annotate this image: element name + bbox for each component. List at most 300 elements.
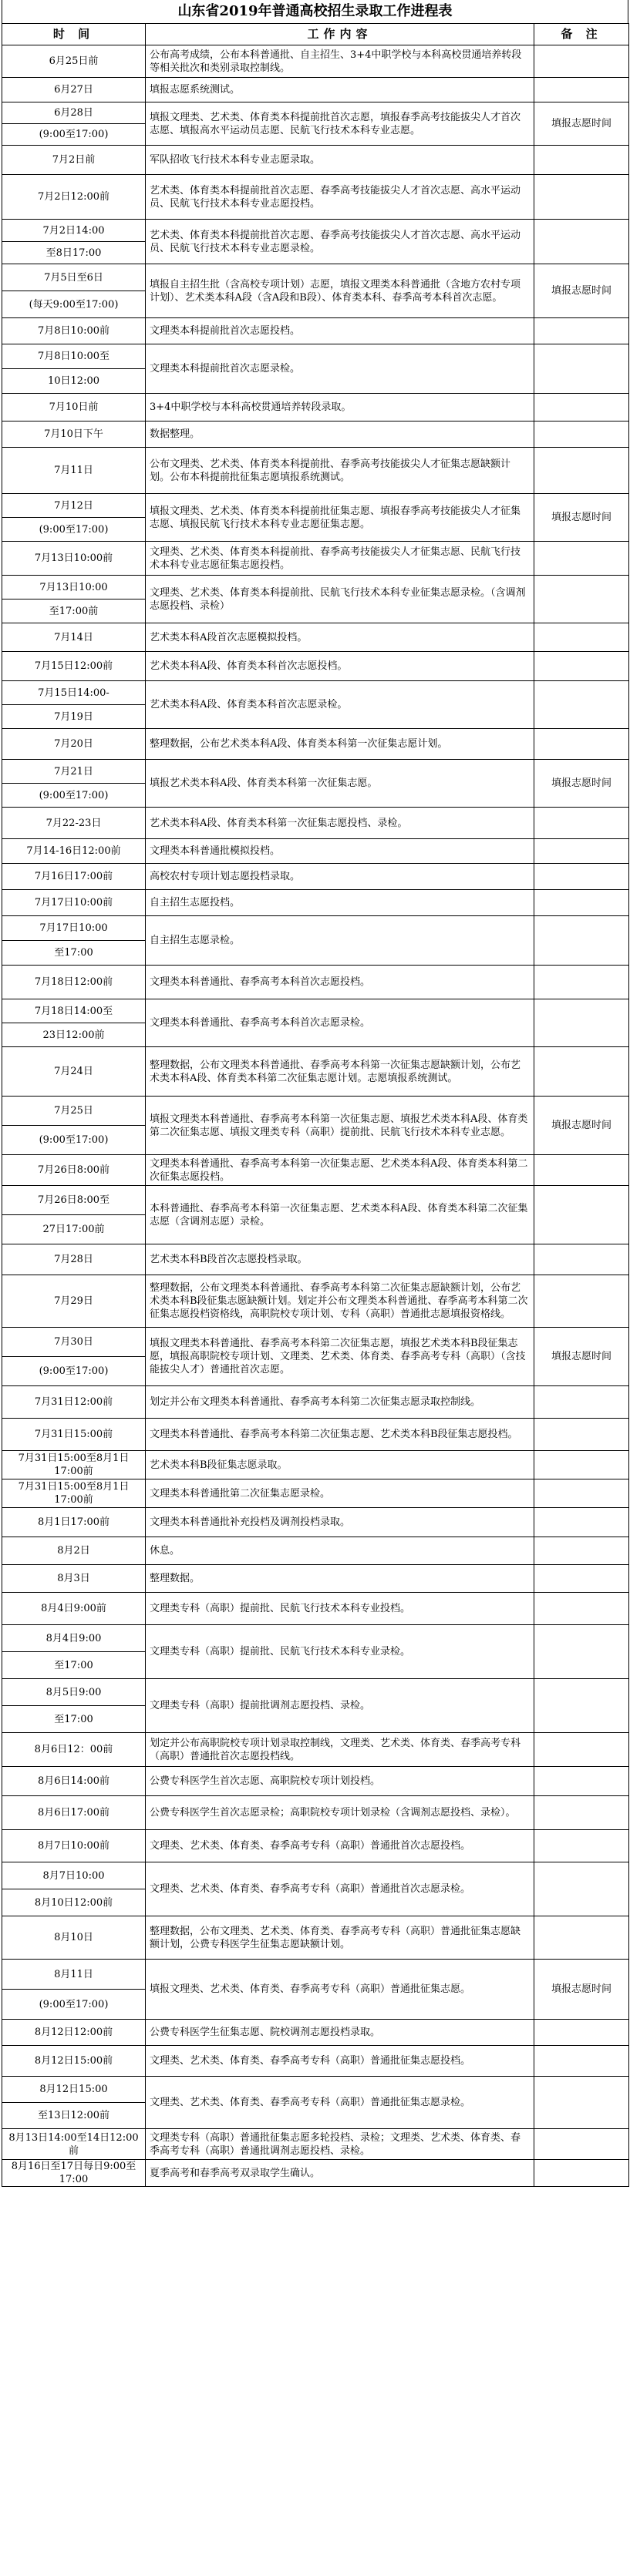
work-cell: 文理类本科普通批、春季高考本科第二次征集志愿、艺术类本科B段征集志愿投档。 [146,1419,534,1451]
work-cell: 填报艺术类本科A段、体育类本科第一次征集志愿。 [146,760,534,808]
time-text: (9:00至17:00) [39,789,109,801]
note-cell [534,542,629,576]
time-text: 至17:00 [54,947,93,959]
work-cell: 填报文理类、艺术类、体育类本科提前批首次志愿，填报春季高考技能拔尖人才首次志愿、填报高水平运动员志愿、民航飞行技术本科专业志愿。 [146,102,534,146]
note-cell [534,623,629,652]
time-text: 7月13日10:00前 [34,552,113,564]
note-cell [534,576,629,623]
note-cell [534,2046,629,2077]
time-cell [2,1537,146,1565]
note-cell [534,448,629,494]
time-text: 7月2日前 [52,154,96,166]
page-title: 山东省2019年普通高校招生录取工作进程表 [2,0,628,23]
note-cell [534,999,629,1047]
note-cell [534,220,629,264]
table-row [2,681,629,705]
table-row [2,1625,629,1652]
time-text: 前 [68,2144,79,2157]
work-cell: 自主招生志愿投档。 [146,890,534,916]
time-cell [2,2020,146,2046]
time-text: 7月14日 [54,631,93,643]
work-cell: 艺术类本科A段、体育类本科首次志愿录检。 [146,681,534,729]
work-cell: 整理数据，公布文理类本科普通批、春季高考本科第二次征集志愿缺额计划，公布艺术类本科B段征集志愿缺额计划。划定并公布文理类本科普通批、春季高考本科第二次征集志愿投档资格线，高职院校专项计划、专科（高职）普通批志愿填报资格线。 [146,1275,534,1328]
time-text: 7月31日12:00前 [34,1396,113,1408]
time-text: 7月10日下午 [44,428,103,440]
table-row [2,45,629,78]
time-text: 8月1日17:00前 [37,1516,109,1528]
note-cell [534,1047,629,1097]
time-text: 7月2日14:00 [42,224,105,237]
note-cell: 填报志愿时间 [534,1097,629,1155]
time-text: 至13日12:00前 [37,2110,109,2121]
time-text: 17:00 [59,2174,89,2185]
time-cell [2,2103,146,2129]
work-cell: 文理类本科普通批补充投档及调剂投档录取。 [146,1508,534,1537]
work-cell: 文理类专科（高职）提前批、民航飞行技术本科专业录检。 [146,1625,534,1679]
note-cell [534,2020,629,2046]
time-text: 8月3日 [57,1573,90,1584]
time-text: 7月16日17:00前 [34,871,113,882]
time-text: 8月4日9:00前 [41,1603,106,1614]
time-cell [2,599,146,623]
work-cell: 划定并公布文理类本科普通批、春季高考本科第二次征集志愿录取控制线。 [146,1386,534,1419]
time-cell [2,242,146,264]
time-text: 27日17:00前 [42,1224,105,1235]
note-cell [534,175,629,220]
table-row [2,1328,629,1357]
note-cell [534,916,629,966]
work-cell: 公费专科医学生征集志愿、院校调剂志愿投档录取。 [146,2020,534,2046]
table-row [2,1275,629,1328]
time-text: (9:00至17:00) [39,1998,109,2010]
table-row [2,864,629,890]
table-row [2,220,629,242]
note-cell [534,1679,629,1733]
time-text: 7月17日10:00前 [34,897,113,908]
time-text: 7月15日12:00前 [34,660,113,672]
work-cell: 整理数据，公布文理类、艺术类、体育类、春季高考专科（高职）普通批征集志愿缺额计划，公费专科医学生征集志愿缺额计划。 [146,1916,534,1960]
time-cell [2,175,146,220]
work-cell: 划定并公布高职院校专项计划录取控制线，文理类、艺术类、体育类、春季高考专科（高职）普通批首次志愿投档线。 [146,1733,534,1767]
work-cell: 文理类本科提前批首次志愿投档。 [146,318,534,344]
time-text: 6月25日前 [49,55,99,67]
time-cell [2,2077,146,2103]
time-cell [2,2160,146,2187]
time-text: 7月18日12:00前 [34,976,113,988]
table-row [2,264,629,291]
note-cell: 填报志愿时间 [534,494,629,542]
time-text: 7月31日15:00至8月1日 [18,1481,130,1493]
time-cell [2,146,146,175]
time-cell [2,1126,146,1155]
note-cell [534,1155,629,1186]
time-text: 7月28日 [54,1254,93,1265]
table-body [2,45,629,2187]
time-cell [2,1916,146,1960]
time-text: 6月27日 [54,84,93,96]
time-text: 7月8日10:00前 [37,325,109,337]
note-cell [534,652,629,681]
work-cell: 文理类本科普通批、春季高考本科第一次征集志愿、艺术类本科A段、体育类本科第二次征集志愿投档。 [146,1155,534,1186]
time-text: 8月12日15:00 [39,2084,108,2095]
time-cell [2,576,146,599]
time-cell [2,102,146,124]
note-cell [534,966,629,999]
time-cell [2,220,146,242]
time-text: 7月26日8:00前 [37,1164,109,1176]
work-cell: 艺术类本科B段征集志愿录取。 [146,1451,534,1479]
work-cell: 文理类、艺术类、体育类本科提前批、民航飞行技术本科专业征集志愿录检。（含调剂志愿投档、录检） [146,576,534,623]
time-text: 8月5日9:00 [45,1686,102,1698]
time-text: 至17:00前 [49,605,99,617]
note-cell [534,421,629,448]
table-row [2,1419,629,1451]
table-row [2,2160,629,2187]
time-cell [2,1508,146,1537]
time-cell [2,1097,146,1126]
time-cell [2,1593,146,1625]
time-text: (9:00至17:00) [39,523,109,536]
work-cell: 艺术类本科B段首次志愿投档录取。 [146,1244,534,1275]
table-row [2,1565,629,1593]
time-text: 7月18日14:00至 [34,1005,113,1017]
work-cell: 填报自主招生批（含高校专项计划）志愿，填报文理类本科普通批（含地方农村专项计划）、艺术类本科A段（含A段和B段）、体育类本科、春季高考本科首次志愿。 [146,264,534,318]
time-cell [2,291,146,318]
table-row [2,78,629,102]
time-text: 7月2日12:00前 [37,191,109,203]
time-text: 8月16日至17日每日9:00至 [11,2161,136,2172]
work-cell: 填报文理类、艺术类、体育类、春季高考专科（高职）普通批征集志愿。 [146,1960,534,2020]
time-text: 7月25日 [54,1105,93,1117]
time-text: 17:00前 [54,1494,93,1506]
work-cell: 休息。 [146,1537,534,1565]
time-text: 8月7日10:00前 [37,1840,109,1852]
time-cell [2,916,146,941]
time-cell [2,1625,146,1652]
work-cell: 整理数据。 [146,1565,534,1593]
time-cell [2,1047,146,1097]
table-row [2,576,629,599]
note-cell [534,146,629,175]
time-text: 7月11日 [54,465,93,476]
time-text: 8月2日 [57,1545,90,1557]
time-cell [2,1023,146,1047]
time-cell [2,890,146,916]
time-cell [2,1767,146,1796]
work-cell: 公费专科医学生首次志愿录检；高职院校专项计划录检（含调剂志愿投档、录检）。 [146,1796,534,1830]
time-text: 6月28日 [54,107,93,119]
note-cell [534,1830,629,1862]
table-row [2,542,629,576]
time-text: 7月22-23日 [45,817,102,829]
table-row [2,966,629,999]
table-row [2,1537,629,1565]
time-cell [2,1215,146,1244]
time-text: 7月8日10:00至 [37,351,109,362]
time-cell [2,1830,146,1862]
time-cell [2,864,146,890]
time-text: 8月10日12:00前 [34,1896,113,1909]
time-text: 7月31日15:00前 [34,1429,113,1440]
time-cell [2,394,146,421]
table-row [2,1916,629,1960]
time-cell [2,623,146,652]
table-row [2,808,629,839]
work-cell: 填报文理类、艺术类、体育类本科提前批征集志愿、填报春季高考技能拔尖人才征集志愿、填报民航飞行技术本科专业志愿征集志愿。 [146,494,534,542]
table-row [2,1155,629,1186]
work-cell: 文理类本科普通批第二次征集志愿录检。 [146,1479,534,1508]
note-cell [534,1733,629,1767]
time-cell [2,2046,146,2077]
time-cell [2,652,146,681]
time-text: 8月11日 [54,1968,93,1980]
header-time: 时 间 [2,24,146,45]
table-row [2,839,629,864]
table-row [2,318,629,344]
note-cell [534,2129,629,2160]
time-text: 7月29日 [54,1295,93,1307]
table-row [2,2129,629,2160]
table-row [2,175,629,220]
work-cell: 文理类本科普通批模拟投档。 [146,839,534,864]
time-cell [2,1451,146,1479]
time-cell [2,318,146,344]
note-cell: 填报志愿时间 [534,102,629,146]
time-text: 7月24日 [54,1066,93,1077]
time-cell [2,705,146,729]
note-cell [534,2160,629,2187]
time-cell [2,1275,146,1328]
time-text: 8月10日 [54,1932,93,1943]
work-cell: 文理类本科普通批、春季高考本科首次志愿投档。 [146,966,534,999]
table-row [2,1386,629,1419]
table-row [2,1186,629,1215]
work-cell: 艺术类本科A段、体育类本科第一次征集志愿投档、录检。 [146,808,534,839]
note-cell [534,1916,629,1960]
work-cell: 公布高考成绩，公布本科普通批、自主招生、3+4中职学校与本科高校贯通培养转段等相关批次和类别录取控制线。 [146,45,534,78]
table-row [2,1593,629,1625]
table-row [2,1244,629,1275]
table-row [2,2046,629,2077]
note-cell [534,1186,629,1244]
table-row [2,1451,629,1479]
note-cell [534,1508,629,1537]
header-work: 工作内容 [146,24,534,45]
time-cell [2,369,146,394]
table-row [2,494,629,518]
table-row [2,2020,629,2046]
table-row [2,344,629,369]
time-cell [2,1186,146,1215]
time-text: 至8日17:00 [45,247,102,259]
time-cell [2,448,146,494]
work-cell: 整理数据，公布文理类本科普通批、春季高考本科第一次征集志愿缺额计划，公布艺术类本科A段、体育类本科第二次征集志愿计划。志愿填报系统测试。 [146,1047,534,1097]
time-cell [2,1386,146,1419]
time-text: 至17:00 [54,1659,93,1671]
note-cell [534,1862,629,1916]
note-cell: 填报志愿时间 [534,760,629,808]
work-cell: 公费专科医学生首次志愿、高职院校专项计划投档。 [146,1767,534,1796]
work-cell: 3+4中职学校与本科高校贯通培养转段录取。 [146,394,534,421]
time-cell [2,264,146,291]
time-cell [2,941,146,966]
table-row [2,652,629,681]
time-text: (9:00至17:00) [39,1365,109,1377]
time-text: 7月14-16日12:00前 [26,845,121,857]
time-text: 8月6日17:00前 [37,1807,109,1819]
note-cell [534,318,629,344]
note-cell [534,890,629,916]
note-cell: 填报志愿时间 [534,1960,629,2020]
table-row [2,448,629,494]
note-cell [534,2077,629,2129]
time-text: 至17:00 [54,1713,93,1725]
note-cell [534,808,629,839]
time-text: 7月5日至6日 [44,271,103,284]
table-row [2,1047,629,1097]
table-row [2,1862,629,1889]
time-text: 7月10日前 [49,401,99,413]
time-cell [2,1652,146,1679]
note-cell [534,1275,629,1328]
note-cell [534,394,629,421]
time-cell [2,45,146,78]
table-row [2,1479,629,1508]
time-cell [2,729,146,760]
table-row [2,916,629,941]
time-cell [2,1706,146,1733]
time-cell [2,1862,146,1889]
note-cell: 填报志愿时间 [534,1328,629,1386]
note-cell [534,1796,629,1830]
note-cell [534,1625,629,1679]
work-cell: 高校农村专项计划志愿投档录取。 [146,864,534,890]
work-cell: 文理类专科（高职）提前批调剂志愿投档、录检。 [146,1679,534,1733]
table-row [2,760,629,784]
note-cell [534,344,629,394]
table-row [2,623,629,652]
time-text: 7月15日14:00- [38,687,109,699]
time-text: 7月20日 [54,738,93,750]
table-row [2,2077,629,2103]
time-text: 8月6日14:00前 [37,1775,109,1787]
work-cell: 文理类本科提前批首次志愿录检。 [146,344,534,394]
table-row [2,890,629,916]
time-cell [2,1889,146,1916]
time-text: 7月13日10:00 [39,581,108,593]
note-cell [534,864,629,890]
time-cell [2,1357,146,1386]
work-cell: 本科普通批、春季高考本科第一次征集志愿、艺术类本科A段、体育类本科第二次征集志愿（含调剂志愿）录检。 [146,1186,534,1244]
time-cell [2,1733,146,1767]
time-cell [2,760,146,784]
note-cell [534,681,629,729]
schedule-table [2,23,629,2187]
time-text: 8月13日14:00至14日12:00 [8,2131,139,2144]
header-note: 备 注 [534,24,629,45]
note-cell: 填报志愿时间 [534,264,629,318]
time-text: (9:00至17:00) [39,129,109,140]
time-text: (9:00至17:00) [39,1134,109,1146]
table-row [2,146,629,175]
work-cell: 文理类、艺术类、体育类、春季高考专科（高职）普通批首次志愿投档。 [146,1830,534,1862]
note-cell [534,1451,629,1479]
table-row [2,1097,629,1126]
work-cell: 自主招生志愿录检。 [146,916,534,966]
time-text: 8月12日12:00前 [34,2027,113,2038]
note-cell [534,1537,629,1565]
time-text: 8月12日15:00前 [34,2055,113,2067]
table-header-row [2,24,629,45]
time-text: 10日12:00 [47,375,99,387]
note-cell [534,1386,629,1419]
note-cell [534,839,629,864]
work-cell: 公布文理类、艺术类、体育类本科提前批、春季高考技能拔尖人才征集志愿缺额计划。公布本科提前批征集志愿填报系统测试。 [146,448,534,494]
note-cell [534,45,629,78]
work-cell: 整理数据，公布艺术类本科A段、体育类本科第一次征集志愿计划。 [146,729,534,760]
table-row [2,1508,629,1537]
time-text: 7月21日 [54,765,93,778]
time-cell [2,999,146,1023]
time-cell [2,1679,146,1706]
time-cell [2,124,146,146]
time-cell [2,1155,146,1186]
time-cell [2,784,146,808]
note-cell [534,1244,629,1275]
work-cell: 军队招收飞行技术本科专业志愿录取。 [146,146,534,175]
time-cell [2,1565,146,1593]
work-cell: 文理类、艺术类、体育类、春季高考专科（高职）普通批征集志愿投档。 [146,2046,534,2077]
work-cell: 艺术类、体育类本科提前批首次志愿、春季高考技能拔尖人才首次志愿、高水平运动员、民航飞行技术本科专业志愿投档。 [146,175,534,220]
work-cell: 文理类、艺术类、体育类、春季高考专科（高职）普通批首次志愿录检。 [146,1862,534,1916]
time-cell [2,1960,146,1990]
table-row [2,1767,629,1796]
time-cell [2,1419,146,1451]
work-cell: 填报文理类本科普通批、春季高考本科第一次征集志愿、填报艺术类本科A段、体育类第二次征集志愿、填报文理类专科（高职）提前批、民航飞行技术本科专业志愿。 [146,1097,534,1155]
work-cell: 数据整理。 [146,421,534,448]
time-cell [2,966,146,999]
work-cell: 文理类、艺术类、体育类、春季高考专科（高职）普通批征集志愿录检。 [146,2077,534,2129]
time-cell [2,494,146,518]
time-text: 23日12:00前 [42,1029,105,1041]
time-text: 7月26日8:00至 [37,1194,109,1206]
table-row [2,421,629,448]
time-text: 8月6日12：00前 [34,1744,113,1755]
time-cell [2,839,146,864]
time-cell [2,344,146,369]
table-row [2,1679,629,1706]
time-text: 8月7日10:00 [42,1869,105,1882]
work-cell: 填报文理类本科普通批、春季高考本科第二次征集志愿，填报艺术类本科B段征集志愿，填报高职院校专项计划、文理类、艺术类、体育类、春季高考专科（高职）（含技能拔尖人才）普通批首次志愿。 [146,1328,534,1386]
time-cell [2,78,146,102]
note-cell [534,1419,629,1451]
note-cell [534,729,629,760]
note-cell [534,1565,629,1593]
work-cell: 填报志愿系统测试。 [146,78,534,102]
time-cell [2,681,146,705]
time-text: 8月4日9:00 [45,1632,102,1644]
table-row [2,394,629,421]
table-row [2,999,629,1023]
work-cell: 艺术类本科A段、体育类本科首次志愿投档。 [146,652,534,681]
note-cell [534,1593,629,1625]
time-text: 7月17日10:00 [39,922,108,934]
work-cell: 艺术类本科A段首次志愿模拟投档。 [146,623,534,652]
time-text: 7月31日15:00至8月1日 [18,1453,130,1464]
time-text: 7月12日 [54,499,93,512]
time-text: 7月19日 [54,710,93,723]
table-row [2,1796,629,1830]
